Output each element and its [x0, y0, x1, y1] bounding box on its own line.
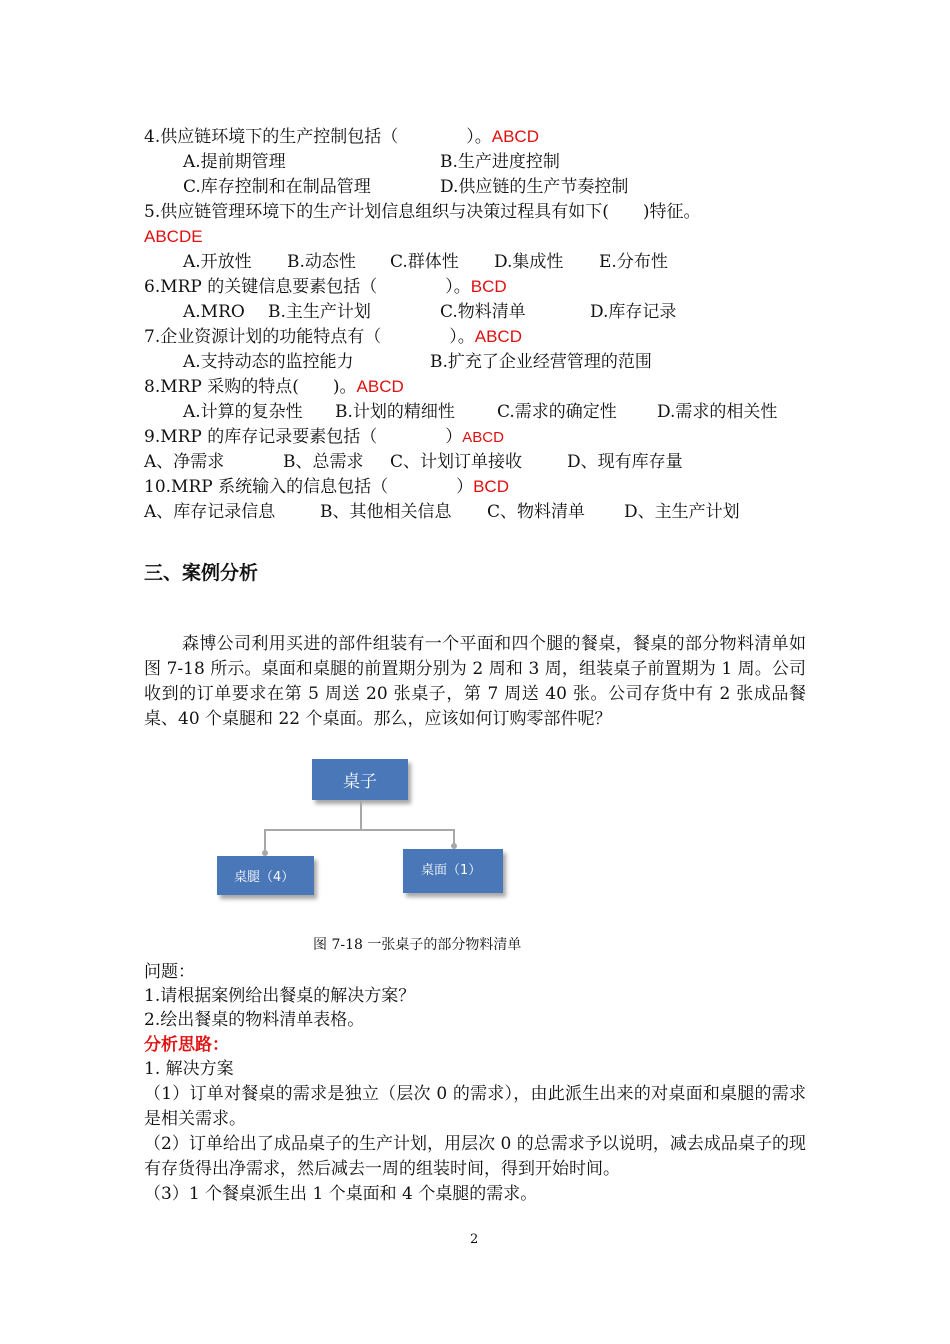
analysis-label: 分析思路：: [144, 1035, 229, 1055]
question-6-answer: BCD: [470, 277, 507, 296]
q5-option-a: A.开放性: [183, 252, 252, 272]
q5-option-b: B.动态性: [287, 252, 356, 272]
solution-point-3: （3）1 个餐桌派生出 1 个桌面和 4 个桌腿的需求。: [144, 1184, 538, 1204]
section-title: 三、案例分析: [144, 562, 259, 584]
problem-1: 1.请根据案例给出餐桌的解决方案？: [144, 986, 416, 1006]
problem-2: 2.绘出餐桌的物料清单表格。: [144, 1010, 365, 1030]
bom-branch-line: [264, 829, 454, 831]
q4-option-d: D.供应链的生产节奏控制: [440, 177, 629, 197]
q4-option-c: C.库存控制和在制品管理: [183, 177, 371, 197]
q5-option-c: C.群体性: [390, 252, 459, 272]
bom-root-box: 桌子: [312, 759, 408, 800]
problems-label: 问题：: [144, 962, 195, 982]
q9-option-a: A、净需求: [144, 452, 225, 472]
q9-option-d: D、现有库存量: [567, 452, 683, 472]
q7-option-a: A.支持动态的监控能力: [183, 352, 354, 372]
q6-option-c: C.物料清单: [440, 302, 526, 322]
question-4-stem: 4.供应链环境下的生产控制包括（ ）。ABCD: [144, 127, 539, 147]
q10-option-c: C、物料清单: [487, 502, 586, 522]
q5-option-d: D.集成性: [494, 252, 564, 272]
solution-point-2: （2）订单给出了成品桌子的生产计划，用层次 0 的总需求予以说明，减去成品桌子的现有存货得出净需求，然后减去一周的组装时间，得到开始时间。: [144, 1134, 806, 1179]
case-paragraph: 森博公司利用买进的部件组装有一个平面和四个腿的餐桌，餐桌的部分物料清单如图 7-18 所示。桌面和桌腿的前置期分别为 2 周和 3 周，组装桌子前置期为 1 周。公司收到的订单要求在第 5 周送 20 张桌子，第 7 周送 40 张。公司存货中有 2 张成品餐桌、40 个桌腿和 22 个桌面。那么，应该如何订购零部件呢？: [144, 634, 806, 729]
question-5-stem: 5.供应链管理环境下的生产计划信息组织与决策过程具有如下( )特征。: [144, 202, 701, 222]
q10-option-d: D、主生产计划: [624, 502, 740, 522]
question-4-answer: ABCD: [491, 127, 539, 146]
bom-trunk-line: [360, 800, 362, 830]
q4-option-b: B.生产进度控制: [440, 152, 560, 172]
q10-option-b: B、其他相关信息: [320, 502, 452, 522]
q8-option-c: C.需求的确定性: [497, 402, 617, 422]
q9-option-b: B、总需求: [283, 452, 364, 472]
q6-option-b: B.主生产计划: [268, 302, 371, 322]
q8-option-d: D.需求的相关性: [657, 402, 778, 422]
question-8-stem: 8.MRP 采购的特点( )。ABCD: [144, 377, 404, 397]
question-9-stem: 9.MRP 的库存记录要素包括（ ）ABCD: [144, 427, 504, 447]
question-8-answer: ABCD: [356, 377, 404, 396]
q8-option-a: A.计算的复杂性: [183, 402, 303, 422]
q8-option-b: B.计划的精细性: [335, 402, 455, 422]
solution-point-1: （1）订单对餐桌的需求是独立（层次 0 的需求），由此派生出来的对桌面和桌腿的需求是相关需求。: [144, 1084, 806, 1129]
figure-caption: 图 7-18 一张桌子的部分物料清单: [313, 937, 522, 953]
q10-option-a: A、库存记录信息: [144, 502, 276, 522]
bom-right-child-box: 桌面（1）: [403, 849, 503, 893]
question-9-answer: ABCD: [462, 429, 504, 446]
question-7-answer: ABCD: [474, 327, 522, 346]
question-5-answer: ABCDE: [144, 227, 203, 246]
bom-left-child-box: 桌腿（4）: [217, 856, 314, 895]
page-number: 2: [470, 1232, 479, 1247]
q9-option-c: C、计划订单接收: [390, 452, 523, 472]
q7-option-b: B.扩充了企业经营管理的范围: [430, 352, 652, 372]
question-10-stem: 10.MRP 系统输入的信息包括（ ）BCD: [144, 477, 509, 497]
solution-title: 1. 解决方案: [144, 1059, 234, 1079]
q5-option-e: E.分布性: [599, 252, 668, 272]
q6-option-a: A.MRO: [183, 302, 245, 322]
question-10-answer: BCD: [473, 477, 509, 496]
q6-option-d: D.库存记录: [590, 302, 677, 322]
q4-option-a: A.提前期管理: [183, 152, 286, 172]
question-6-stem: 6.MRP 的关键信息要素包括（ ）。BCD: [144, 277, 507, 297]
question-7-stem: 7.企业资源计划的功能特点有（ ）。ABCD: [144, 327, 522, 347]
